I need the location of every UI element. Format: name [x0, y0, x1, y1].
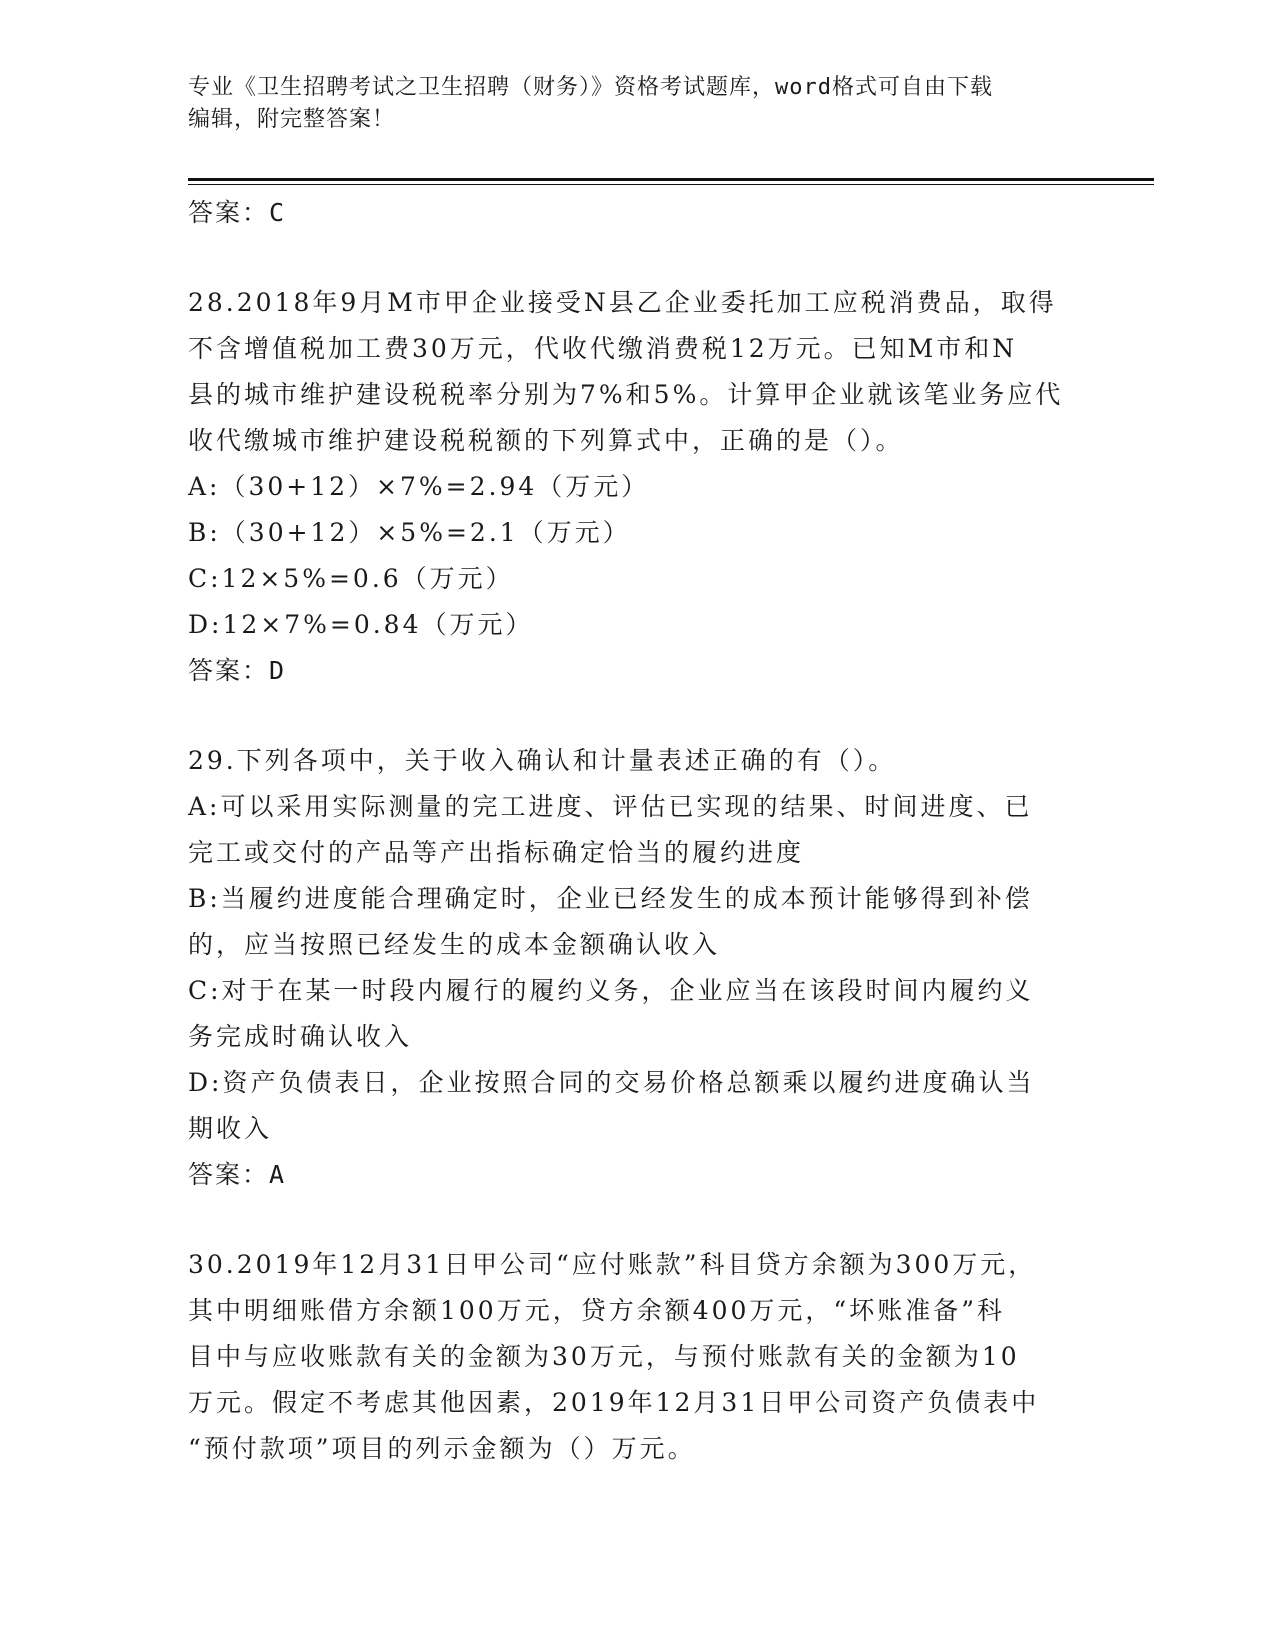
- question-28-stem-line: 县的城市维护建设税税率分别为7%和5%。计算甲企业就该笔业务应代: [188, 380, 1064, 409]
- page-header: [188, 72, 1068, 136]
- question-30-stem-line: 目中与应收账款有关的金额为30万元，与预付账款有关的金额为10: [188, 1342, 1020, 1371]
- question-30-stem-line: 30.2019年12月31日甲公司“应付账款”科目贷方余额为300万元，: [188, 1250, 1037, 1279]
- question-29: [188, 738, 1088, 1198]
- question-28-option-b: B:（30+12）×5%=2.1（万元）: [188, 518, 631, 547]
- question-29-option-c: C:对于在某一时段内履行的履约义务，企业应当在该段时间内履约义: [188, 976, 1034, 1005]
- question-29-option-c-cont: 务完成时确认收入: [188, 1022, 413, 1051]
- question-29-option-d: D:资产负债表日，企业按照合同的交易价格总额乘以履约进度确认当: [188, 1068, 1035, 1097]
- spacer: [188, 236, 1088, 280]
- question-29-option-b-cont: 的，应当按照已经发生的成本金额确认收入: [188, 930, 721, 959]
- question-28-option-d: D:12×7%=0.84（万元）: [188, 610, 534, 639]
- spacer: [188, 1198, 1088, 1242]
- header-line-1: 专业《卫生招聘考试之卫生招聘（财务）》资格考试题库，word格式可自由下载: [188, 75, 993, 100]
- question-30-stem-line: 万元。假定不考虑其他因素，2019年12月31日甲公司资产负债表中: [188, 1388, 1040, 1417]
- question-28-option-a: A:（30+12）×7%=2.94（万元）: [188, 472, 650, 501]
- question-28-stem-line: 不含增值税加工费30万元，代收代缴消费税12万元。已知M市和N: [188, 334, 1018, 363]
- question-30: [188, 1242, 1088, 1472]
- question-29-option-d-cont: 期收入: [188, 1114, 273, 1143]
- spacer: [188, 694, 1088, 738]
- question-28-option-c: C:12×5%=0.6（万元）: [188, 564, 514, 593]
- question-29-option-a-cont: 完工或交付的产品等产出指标确定恰当的履约进度: [188, 838, 805, 867]
- previous-answer: 答案：C: [188, 198, 287, 227]
- header-rule-thick: [188, 178, 1154, 181]
- question-29-stem-line: 29.下列各项中，关于收入确认和计量表述正确的有（）。: [188, 746, 897, 775]
- question-28-answer: 答案：D: [188, 656, 287, 685]
- question-30-stem-line: 其中明细账借方余额100万元，贷方余额400万元，“坏账准备”科: [188, 1296, 1005, 1325]
- question-29-option-a: A:可以采用实际测量的完工进度、评估已实现的结果、时间进度、已: [188, 792, 1033, 821]
- question-28-stem-line: 28.2018年9月M市甲企业接受N县乙企业委托加工应税消费品，取得: [188, 288, 1057, 317]
- header-line-2: 编辑，附完整答案！: [188, 107, 396, 132]
- question-content: [188, 190, 1088, 1472]
- question-30-stem-line: “预付款项”项目的列示金额为（）万元。: [188, 1434, 696, 1463]
- header-rule-thin: [188, 184, 1154, 185]
- question-29-answer: 答案：A: [188, 1160, 287, 1189]
- question-28: [188, 280, 1088, 694]
- question-28-stem-line: 收代缴城市维护建设税税额的下列算式中，正确的是（）。: [188, 426, 904, 455]
- question-29-option-b: B:当履约进度能合理确定时，企业已经发生的成本预计能够得到补偿: [188, 884, 1033, 913]
